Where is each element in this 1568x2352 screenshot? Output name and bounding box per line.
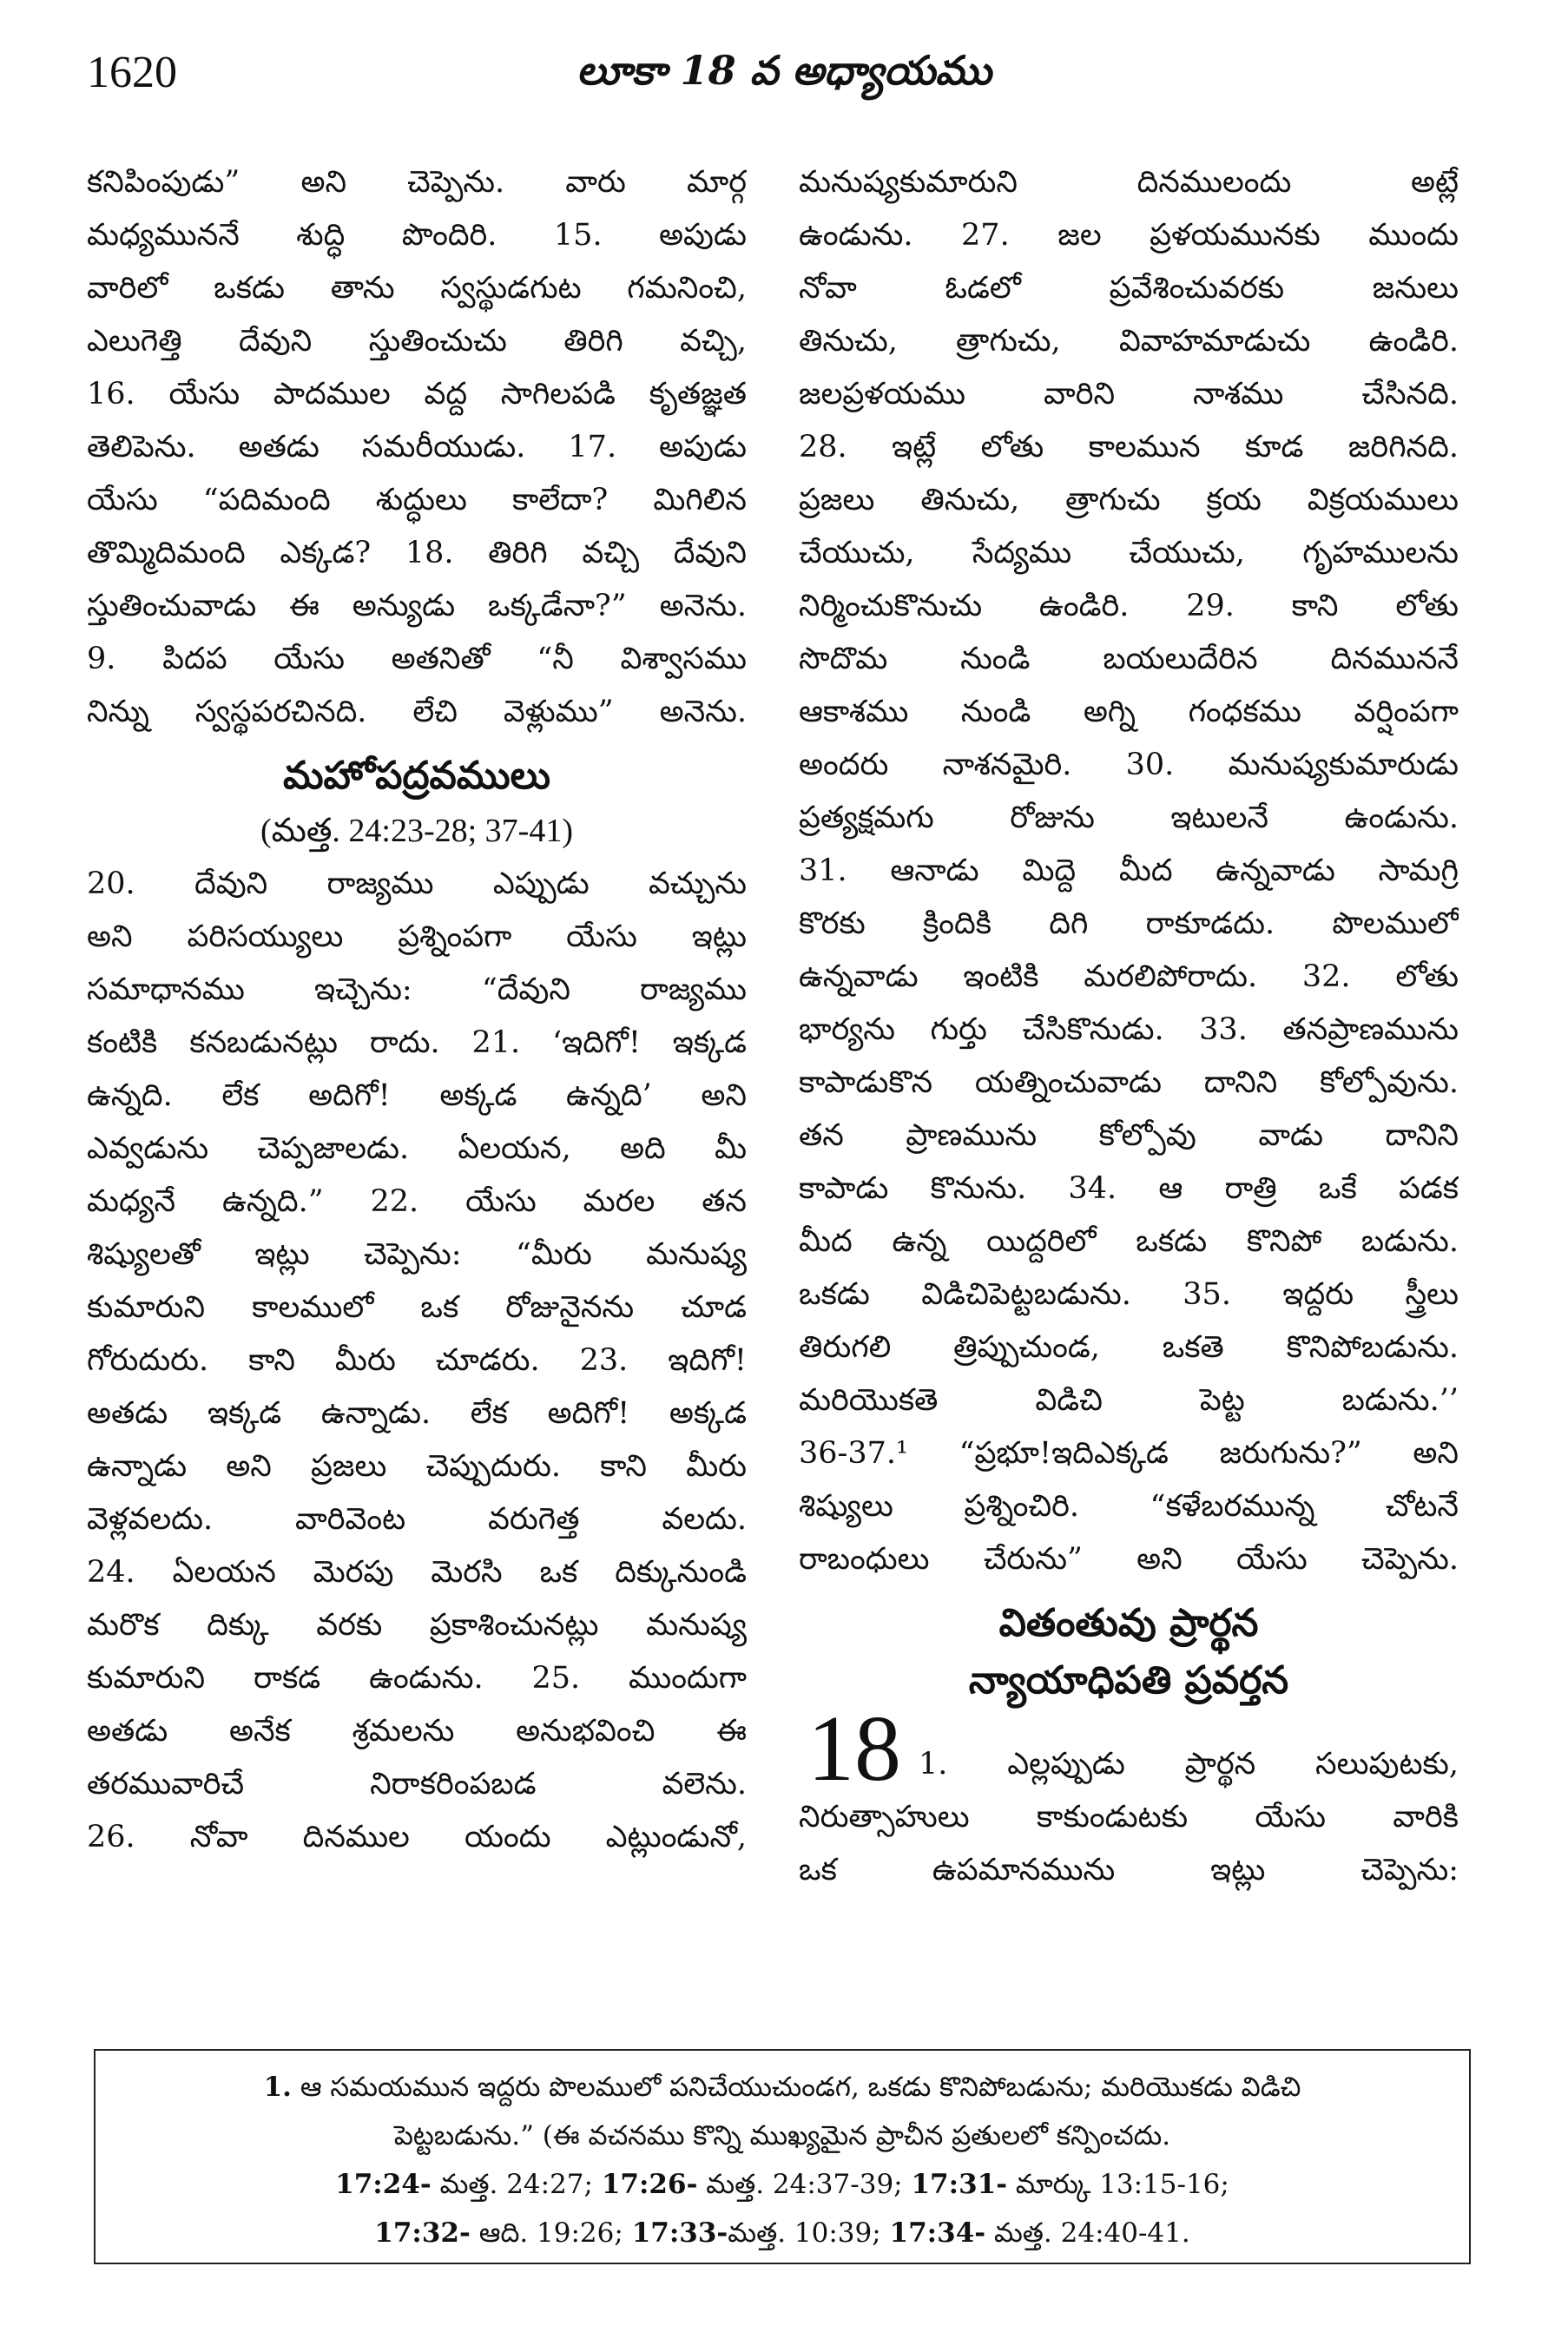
text-line: అతడు అనేక శ్రమలను అనుభవించి ఈ — [87, 1714, 747, 1749]
text-line: కనిపింపుడు” అని చెప్పెను. వారు మార్గ — [87, 165, 747, 200]
verse-ref: 17:24- — [335, 2169, 432, 2200]
text-line: శిష్యులతో ఇట్లు చెప్పెను: “మీరు మనుష్య — [87, 1237, 747, 1272]
right-text-block-1 — [799, 156, 1459, 1586]
text-line: ప్రత్యక్షమగు రోజును ఇటులనే ఉండును. — [799, 800, 1459, 835]
text-line: 9. పిదప యేసు అతనితో “నీ విశ్వాసము — [87, 642, 747, 676]
footnote-text: ఆ సమయమున ఇద్దరు పొలములో పనిచేయుచుండగ, ఒకడు కొనిపోబడును; మరియొకడు విడిచి — [300, 2072, 1301, 2103]
text-line: మీద ఉన్న యిద్దరిలో ఒకడు కొనిపో బడును. — [799, 1224, 1459, 1259]
text-line: సమాధానము ఇచ్చెను: “దేవుని రాజ్యము — [87, 972, 747, 1007]
verse-ref: 17:33- — [631, 2217, 728, 2249]
text-line: జలప్రళయము వారిని నాశము చేసినది. — [799, 377, 1459, 412]
parallel-ref: మార్కు 13:15-16; — [1007, 2169, 1229, 2200]
parallel-ref: మత్త. 10:39; — [728, 2217, 890, 2249]
text-line: మధ్యముననే శుద్ధి పొందిరి. 15. అపుడు — [87, 218, 747, 253]
chapter-number: 18 — [807, 1697, 901, 1801]
text-line: భార్యను గుర్తు చేసికొనుడు. 33. తనప్రాణమును — [799, 1012, 1459, 1047]
parallel-ref: ఆది. 19:26; — [470, 2217, 632, 2249]
text-line: కుమారుని కాలములో ఒక రోజునైనను చూడ — [87, 1290, 747, 1325]
text-line: కొరకు క్రిందికి దిగి రాకూడదు. పొలములో — [799, 906, 1459, 941]
text-line: ఆకాశము నుండి అగ్ని గంధకము వర్షింపగా — [799, 695, 1459, 729]
text-line: తినుచు, త్రాగుచు, వివాహమాడుచు ఉండిరి. — [799, 324, 1459, 359]
text-line: మరియొకతె విడిచి పెట్ట బడును.’’ — [799, 1383, 1459, 1418]
text-line: ఉండును. 27. జల ప్రళయమునకు ముందు — [799, 218, 1459, 253]
verse-ref: 17:32- — [374, 2217, 471, 2249]
text-line: అని పరిసయ్యులు ప్రశ్నింపగా యేసు ఇట్లు — [87, 919, 747, 954]
text-line: ఉన్నాడు అని ప్రజలు చెప్పుదురు. కాని మీరు — [87, 1449, 747, 1484]
footnote-text: పెట్టబడును.” (ఈ వచనము కొన్ని ముఖ్యమైన ప్రాచీన ప్రతులలో కన్పించదు. — [393, 2120, 1171, 2151]
cross-reference: (మత్త. 24:23-28; 37-41) — [260, 813, 573, 849]
text-line: యేసు “పదిమంది శుద్ధులు కాలేదా? మిగిలిన — [87, 483, 747, 517]
footnote-refs-line — [122, 2160, 1443, 2209]
text-line: 26. నోవా దినముల యందు ఎట్లుండునో, — [87, 1820, 747, 1855]
text-line: 31. ఆనాడు మిద్దె మీద ఉన్నవాడు సామగ్రి — [799, 853, 1459, 888]
left-column — [87, 156, 747, 1864]
text-line: 36-37.¹ “ప్రభూ!ఇదిఎక్కడ జరుగును?” అని — [799, 1436, 1459, 1471]
text-line: నోవా ఓడలో ప్రవేశించువరకు జనులు — [799, 271, 1459, 306]
text-line: మరొక దిక్కు వరకు ప్రకాశించునట్లు మనుష్య — [87, 1608, 747, 1643]
footnote-marker: 1. — [263, 2072, 292, 2103]
parallel-ref: మత్త. 24:37-39; — [697, 2169, 912, 2200]
text-line: సొదొమ నుండి బయలుదేరిన దినముననే — [799, 642, 1459, 676]
text-line: తిరుగలి త్రిప్పుచుండ, ఒకతె కొనిపోబడును. — [799, 1330, 1459, 1365]
text-line: వారిలో ఒకడు తాను స్వస్థుడగుట గమనించి, — [87, 271, 747, 306]
text-line: మధ్యనే ఉన్నది.” 22. యేసు మరల తన — [87, 1184, 747, 1219]
text-line: కుమారుని రాకడ ఉండును. 25. ముందుగా — [87, 1661, 747, 1696]
text-line: 24. ఏలయన మెరపు మెరసి ఒక దిక్కునుండి — [87, 1555, 747, 1590]
text-line: ఉన్నవాడు ఇంటికి మరలిపోరాదు. 32. లోతు — [799, 959, 1459, 994]
footnote-line — [122, 2063, 1443, 2112]
text-line: నిర్మించుకొనుచు ఉండిరి. 29. కాని లోతు — [799, 589, 1459, 623]
text-line: ప్రజలు తినుచు, త్రాగుచు క్రయ విక్రయములు — [799, 483, 1459, 517]
section-heading-1: వితంతువు ప్రార్థన — [998, 1601, 1259, 1645]
text-line: శిష్యులు ప్రశ్నించిరి. “కళేబరమున్న చోటనే — [799, 1489, 1459, 1524]
text-line: అందరు నాశనమైరి. 30. మనుష్యకుమారుడు — [799, 748, 1459, 782]
footnote-line — [122, 2112, 1443, 2160]
text-line: కంటికి కనబడునట్లు రాదు. 21. ‘ఇదిగో! ఇక్కడ — [87, 1025, 747, 1060]
text-line: చేయుచు, సేద్యము చేయుచు, గృహములను — [799, 536, 1459, 570]
verse-ref: 17:31- — [911, 2169, 1008, 2200]
text-line: ఉన్నది. లేక అదిగో! అక్కడ ఉన్నది’ అని — [87, 1078, 747, 1113]
text-line: 1. ఎల్లప్పుడు ప్రార్థన సలుపుటకు, — [919, 1747, 1459, 1782]
text-line: తన ప్రాణమును కోల్పోవు వాడు దానిని — [799, 1118, 1459, 1153]
right-text-block-2 — [799, 1791, 1459, 1897]
right-column — [799, 156, 1459, 1897]
text-line: 16. యేసు పాదముల వద్ద సాగిలపడి కృతజ్ఞత — [87, 377, 747, 412]
verse-ref: 17:34- — [889, 2217, 986, 2249]
text-line: నిన్ను స్వస్థపరచినది. లేచి వెళ్లుము” అనెను. — [87, 695, 747, 729]
text-line: వెళ్లవలదు. వారివెంట వరుగెత్త వలదు. — [87, 1502, 747, 1537]
text-line: రాబంధులు చేరును” అని యేసు చెప్పెను. — [799, 1542, 1459, 1577]
text-line: మనుష్యకుమారుని దినములందు అట్లే — [799, 165, 1459, 200]
parallel-ref: మత్త. 24:27; — [431, 2169, 602, 2200]
text-line: కాపాడు కొనును. 34. ఆ రాత్రి ఒకే పడక — [799, 1171, 1459, 1206]
footnote-box — [94, 2049, 1471, 2264]
left-text-block-2 — [87, 858, 747, 1864]
parallel-ref: మత్త. 24:40-41. — [985, 2217, 1190, 2249]
verse-ref: 17:26- — [601, 2169, 698, 2200]
text-line: ఒక ఉపమానమును ఇట్లు చెప్పెను: — [799, 1853, 1459, 1888]
chapter-opening — [799, 1697, 1459, 1801]
page-number: 1620 — [87, 48, 177, 97]
text-line: తెలిపెను. అతడు సమరీయుడు. 17. అపుడు — [87, 430, 747, 464]
section-heading-2: న్యాయాధిపతి ప్రవర్తన — [968, 1658, 1289, 1703]
text-line: నిరుత్సాహులు కాకుండుటకు యేసు వారికి — [799, 1800, 1459, 1835]
text-line: తొమ్మిదిమంది ఎక్కడ? 18. తిరిగి వచ్చి దేవుని — [87, 536, 747, 570]
section-heading: మహోపద్రవములు — [283, 754, 550, 798]
text-line: ఎలుగెత్తి దేవుని స్తుతించుచు తిరిగి వచ్చి, — [87, 324, 747, 359]
text-line: కాపాడుకొన యత్నించువాడు దానిని కోల్పోవును. — [799, 1065, 1459, 1100]
text-line: తరమువారిచే నిరాకరింపబడ వలెను. — [87, 1767, 747, 1802]
text-line: 28. ఇట్లే లోతు కాలమున కూడ జరిగినది. — [799, 430, 1459, 464]
text-line: అతడు ఇక్కడ ఉన్నాడు. లేక అదిగో! అక్కడ — [87, 1396, 747, 1431]
footnote-refs-line — [122, 2209, 1443, 2257]
text-line: 20. దేవుని రాజ్యము ఎప్పుడు వచ్చును — [87, 866, 747, 901]
text-line: ఎవ్వడును చెప్పజాలడు. ఏలయన, అది మీ — [87, 1131, 747, 1166]
left-text-block-1 — [87, 156, 747, 739]
running-head: లూకా 18 వ అధ్యాయము — [576, 47, 992, 94]
text-line: గోరుదురు. కాని మీరు చూడరు. 23. ఇదిగో! — [87, 1343, 747, 1378]
text-line: ఒకడు విడిచిపెట్టబడును. 35. ఇద్దరు స్త్రీలు — [799, 1277, 1459, 1312]
text-line: స్తుతించువాడు ఈ అన్యుడు ఒక్కడేనా?” అనెను. — [87, 589, 747, 623]
